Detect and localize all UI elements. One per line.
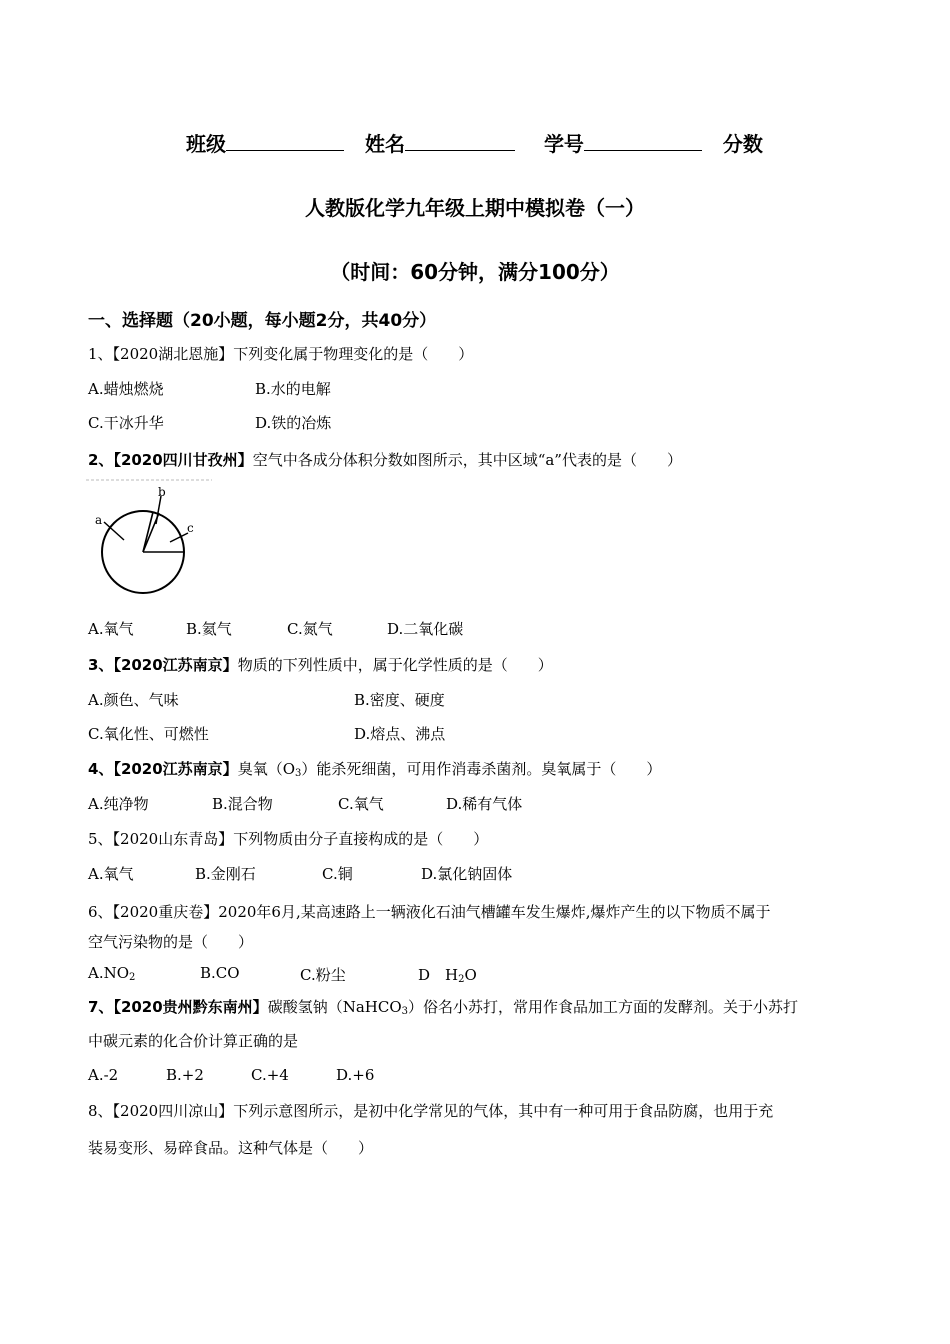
question-number: 3、: [88, 656, 114, 674]
id-blank[interactable]: [584, 132, 702, 151]
question-8-line-2: 装易变形、易碎食品。这种气体是（ ）: [88, 1139, 374, 1157]
option-b[interactable]: B.密度、硬度: [354, 691, 445, 709]
question-stem: 下列示意图所示，是初中化学常见的气体，其中有一种可用于食品防腐，也用于充: [233, 1102, 774, 1120]
question-source: 【2020湖北恩施】: [112, 345, 234, 363]
label-c: c: [187, 521, 194, 535]
question-stem-cont: ）能杀死细菌，可用作消毒杀菌剂。臭氧属于（ ）: [301, 760, 662, 778]
question-source: 【2020四川凉山】: [112, 1102, 234, 1120]
option-d[interactable]: D.铁的冶炼: [255, 414, 332, 432]
option-b[interactable]: B.金刚石: [195, 865, 256, 883]
label-b: b: [158, 485, 166, 499]
question-number: 2、: [88, 451, 114, 469]
question-6-line-2: 空气污染物的是（ ）: [88, 933, 254, 951]
leader-b: [156, 496, 161, 524]
option-b[interactable]: B.CO: [200, 964, 240, 982]
option-a[interactable]: A.氧气: [88, 620, 134, 638]
class-label: 班级: [186, 132, 226, 156]
question-source: 【2020江苏南京】: [113, 656, 238, 674]
option-d[interactable]: D $H_2O$: [418, 966, 477, 985]
option-a[interactable]: A.纯净物: [88, 795, 149, 813]
name-label: 姓名: [364, 132, 405, 156]
name-blank[interactable]: [405, 132, 515, 151]
page-subtitle: （时间：60分钟，满分100分）: [330, 260, 620, 284]
option-d[interactable]: D.二氧化碳: [387, 620, 464, 638]
question-source: 【2020重庆卷】: [112, 903, 219, 921]
question-3: [88, 654, 553, 675]
option-b[interactable]: B.+2: [166, 1066, 204, 1084]
question-7: [88, 996, 798, 1017]
question-stem: 碳酸氢钠（NaHCO: [267, 998, 402, 1016]
question-4: [88, 758, 661, 779]
question-source: 【2020山东青岛】: [112, 830, 234, 848]
option-c[interactable]: C.氮气: [287, 620, 333, 638]
question-6: [88, 901, 771, 922]
id-label: 学号: [543, 132, 584, 156]
option-d[interactable]: D.稀有气体: [446, 795, 523, 813]
question-stem: 臭氧（O: [237, 760, 295, 778]
question-number: 4、: [88, 760, 114, 778]
page-title: 人教版化学九年级上期中模拟卷（一）: [305, 196, 645, 220]
question-stem: 物质的下列性质中，属于化学性质的是（ ）: [237, 656, 553, 674]
question-number: 5、: [88, 830, 113, 848]
question-stem: 下列变化属于物理变化的是（ ）: [233, 345, 474, 363]
label-a: a: [95, 513, 103, 527]
question-source: 【2020四川甘孜州】: [113, 451, 253, 469]
question-stem: 2020年6月,某高速路上一辆液化石油气槽罐车发生爆炸,爆炸产生的以下物质不属于: [218, 903, 771, 921]
option-c[interactable]: C.粉尘: [300, 966, 346, 984]
option-d[interactable]: D.+6: [336, 1066, 375, 1084]
question-stem: 空气中各成分体积分数如图所示，其中区域“a”代表的是（ ）: [252, 451, 682, 469]
option-c[interactable]: C.+4: [251, 1066, 289, 1084]
option-b[interactable]: B.氦气: [186, 620, 232, 638]
option-c[interactable]: C.氧气: [338, 795, 384, 813]
option-b[interactable]: B.混合物: [212, 795, 273, 813]
question-5: [88, 828, 488, 849]
student-info-line: [186, 128, 763, 157]
air-composition-pie-figure: [86, 476, 216, 598]
question-source: 【2020贵州黔东南州】: [113, 998, 268, 1016]
question-7-line-2: 中碳元素的化合价计算正确的是: [88, 1032, 299, 1050]
option-a[interactable]: $A.NO_2$: [88, 964, 136, 983]
option-a[interactable]: A.-2: [88, 1066, 119, 1084]
question-1: [88, 343, 473, 364]
option-a[interactable]: A.颜色、气味: [88, 691, 179, 709]
question-number: 7、: [88, 998, 114, 1016]
option-c[interactable]: C.铜: [322, 865, 353, 883]
question-number: 8、: [88, 1102, 113, 1120]
question-8: [88, 1100, 773, 1121]
question-number: 1、: [88, 345, 113, 363]
subscript: 3: [401, 1006, 408, 1017]
option-b[interactable]: B.水的电解: [255, 380, 331, 398]
option-a[interactable]: A.氧气: [88, 865, 134, 883]
option-d[interactable]: D.氯化钠固体: [421, 865, 513, 883]
question-source: 【2020江苏南京】: [113, 760, 238, 778]
question-stem-cont: ）俗名小苏打，常用作食品加工方面的发酵剂。关于小苏打: [408, 998, 799, 1016]
option-d[interactable]: D.熔点、沸点: [354, 725, 446, 743]
subscript: 3: [295, 768, 302, 779]
question-2: [88, 449, 682, 470]
option-c[interactable]: C.氧化性、可燃性: [88, 725, 209, 743]
score-label: 分数: [722, 132, 763, 156]
question-stem: 下列物质由分子直接构成的是（ ）: [233, 830, 489, 848]
option-c[interactable]: C.干冰升华: [88, 414, 164, 432]
option-a[interactable]: A.蜡烛燃烧: [88, 380, 164, 398]
class-blank[interactable]: [226, 132, 344, 151]
section-heading: 一、选择题（20小题，每小题2分，共40分）: [88, 311, 437, 331]
question-number: 6、: [88, 903, 113, 921]
